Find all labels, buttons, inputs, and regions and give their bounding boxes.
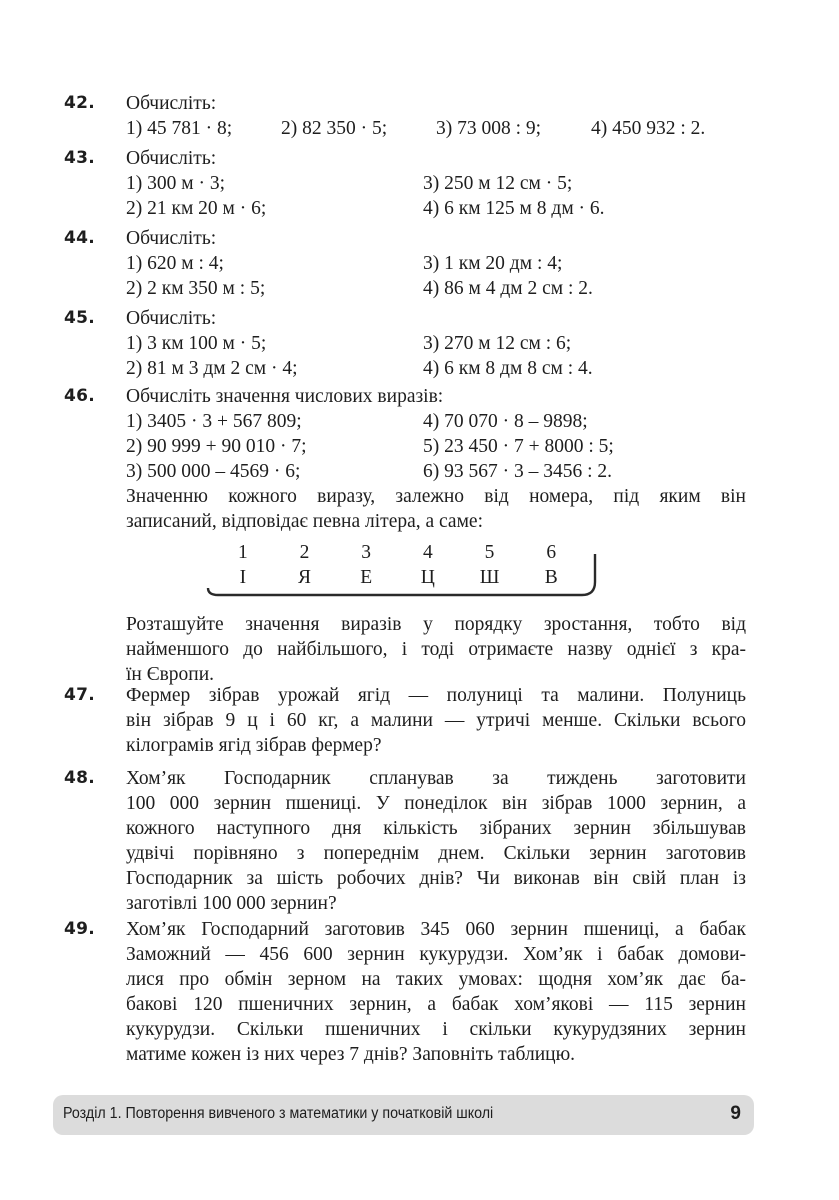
text-line: Фермер зібрав урожай ягід — полуниці та малини. Полуниць xyxy=(126,685,746,706)
problem-item: 3) 500 000 – 4569 · 6; xyxy=(126,461,301,482)
problem-item: 1) 45 781 · 8; xyxy=(126,118,233,139)
key-number: 3 xyxy=(361,542,372,563)
problem-items-row xyxy=(126,331,746,356)
problem-item: 1) 620 м : 4; xyxy=(126,253,224,274)
key-number: 1 xyxy=(237,542,248,563)
key-number: 2 xyxy=(299,542,310,563)
problem-item: 4) 450 932 : 2. xyxy=(591,118,706,139)
problem-49 xyxy=(64,917,764,1067)
problem-title: Обчисліть: xyxy=(126,228,217,249)
text-line: записаний, відповідає певна літера, а саме: xyxy=(126,511,483,532)
problem-item: 4) 6 км 125 м 8 дм · 6. xyxy=(423,198,605,219)
problem-item: 2) 21 км 20 м · 6; xyxy=(126,198,267,219)
problem-item: 4) 6 км 8 дм 8 см : 4. xyxy=(423,358,593,379)
problem-item: 2) 82 350 · 5; xyxy=(281,118,388,139)
text-line: Господарник за шість робочих днів? Чи виконав він свій план із xyxy=(126,868,746,889)
problem-number: 45. xyxy=(64,308,96,328)
problem-title: Обчисліть: xyxy=(126,308,217,329)
problem-items-row xyxy=(126,196,746,221)
problem-number: 44. xyxy=(64,228,96,248)
text-line: найменшого до найбільшого, і тоді отримаєте назву однієї з кра- xyxy=(126,639,746,660)
problem-item: 4) 70 070 · 8 – 9898; xyxy=(423,411,588,432)
problem-number: 47. xyxy=(64,685,96,705)
footer-section-title: Розділ 1. Повторення вивченого з математики у початковій школі xyxy=(63,1105,494,1122)
key-number: 6 xyxy=(546,542,557,563)
problem-items-row xyxy=(126,434,746,459)
problem-item: 1) 3 км 100 м · 5; xyxy=(126,333,267,354)
problem-items-row xyxy=(126,116,746,141)
page-footer xyxy=(53,1095,754,1135)
problem-number: 43. xyxy=(64,148,96,168)
problem-item: 3) 250 м 12 см · 5; xyxy=(423,173,573,194)
text-line: Заможний — 456 600 зернин кукурудзи. Хом’як і бабак домови- xyxy=(126,944,746,965)
key-letter: Ц xyxy=(420,567,435,588)
key-letter: Я xyxy=(298,567,312,588)
text-line: кукурудзи. Скільки пшеничних і скільки кукурудзяних зернин xyxy=(126,1019,746,1040)
problem-item: 4) 86 м 4 дм 2 см : 2. xyxy=(423,278,593,299)
key-letter: В xyxy=(544,567,558,588)
text-line: лися про обмін зерном на таких умовах: щодня хом’як дає ба- xyxy=(126,969,746,990)
problem-number: 46. xyxy=(64,386,96,406)
letter-key-table xyxy=(212,540,602,602)
text-line: кілограмів ягід зібрав фермер? xyxy=(126,735,382,756)
problem-title: Обчисліть: xyxy=(126,93,217,114)
problem-number: 48. xyxy=(64,768,96,788)
problem-item: 1) 300 м · 3; xyxy=(126,173,225,194)
problem-47 xyxy=(64,683,764,758)
page-number: 9 xyxy=(730,1103,741,1124)
key-number: 4 xyxy=(422,542,433,563)
problem-item: 3) 73 008 : 9; xyxy=(436,118,542,139)
problem-number: 42. xyxy=(64,93,96,113)
problem-item: 2) 81 м 3 дм 2 см · 4; xyxy=(126,358,298,379)
key-letter: Е xyxy=(360,567,373,588)
problem-title: Обчисліть значення числових виразів: xyxy=(126,386,444,407)
problem-item: 6) 93 567 · 3 – 3456 : 2. xyxy=(423,461,613,482)
problem-item: 5) 23 450 · 7 + 8000 : 5; xyxy=(423,436,614,457)
problem-item: 2) 90 999 + 90 010 · 7; xyxy=(126,436,307,457)
problem-item: 1) 3405 · 3 + 567 809; xyxy=(126,411,302,432)
key-letter: Ш xyxy=(479,567,500,588)
text-line: бакові 120 пшеничних зернин, а бабак хом’якові — 115 зернин xyxy=(126,994,746,1015)
problem-number: 49. xyxy=(64,919,96,939)
text-line: Хом’як Господарник спланував за тиждень заготовити xyxy=(126,768,746,789)
problem-items-row xyxy=(126,356,746,381)
problem-title: Обчисліть: xyxy=(126,148,217,169)
text-line: заготівлі 100 000 зернин? xyxy=(126,893,337,914)
text-line: кожного наступного дня кількість зібраних зернин збільшував xyxy=(126,818,746,839)
problem-item: 3) 270 м 12 см : 6; xyxy=(423,333,572,354)
text-line: їн Європи. xyxy=(126,664,215,685)
text-line: Розташуйте значення виразів у порядку зростання, тобто від xyxy=(126,614,746,635)
key-number: 5 xyxy=(484,542,495,563)
key-letter: І xyxy=(239,567,247,588)
key-numbers-row xyxy=(212,540,582,565)
problem-42 xyxy=(64,91,764,141)
problem-items-row xyxy=(126,459,746,484)
problem-46 xyxy=(64,384,764,687)
problem-items-row xyxy=(126,251,746,276)
text-line: матиме кожен із них через 7 днів? Заповніть таблицю. xyxy=(126,1044,576,1065)
problem-item: 3) 1 км 20 дм : 4; xyxy=(423,253,563,274)
text-line: він зібрав 9 ц і 60 кг, а малини — утричі менше. Скільки всього xyxy=(126,710,746,731)
problem-43 xyxy=(64,146,764,221)
problem-items-row xyxy=(126,171,746,196)
problem-44 xyxy=(64,226,764,301)
problem-items-row xyxy=(126,409,746,434)
text-line: 100 000 зернин пшениці. У понеділок він зібрав 1000 зернин, а xyxy=(126,793,746,814)
problem-48 xyxy=(64,766,764,916)
text-line: Значенню кожного виразу, залежно від номера, під яким він xyxy=(126,486,746,507)
problem-item: 2) 2 км 350 м : 5; xyxy=(126,278,266,299)
problem-45 xyxy=(64,306,764,381)
text-line: удвічі порівняно з попереднім днем. Скільки зернин заготовив xyxy=(126,843,746,864)
problem-items-row xyxy=(126,276,746,301)
text-line: Хом’як Господарний заготовив 345 060 зернин пшениці, а бабак xyxy=(126,919,746,940)
key-letters-row xyxy=(212,565,582,590)
